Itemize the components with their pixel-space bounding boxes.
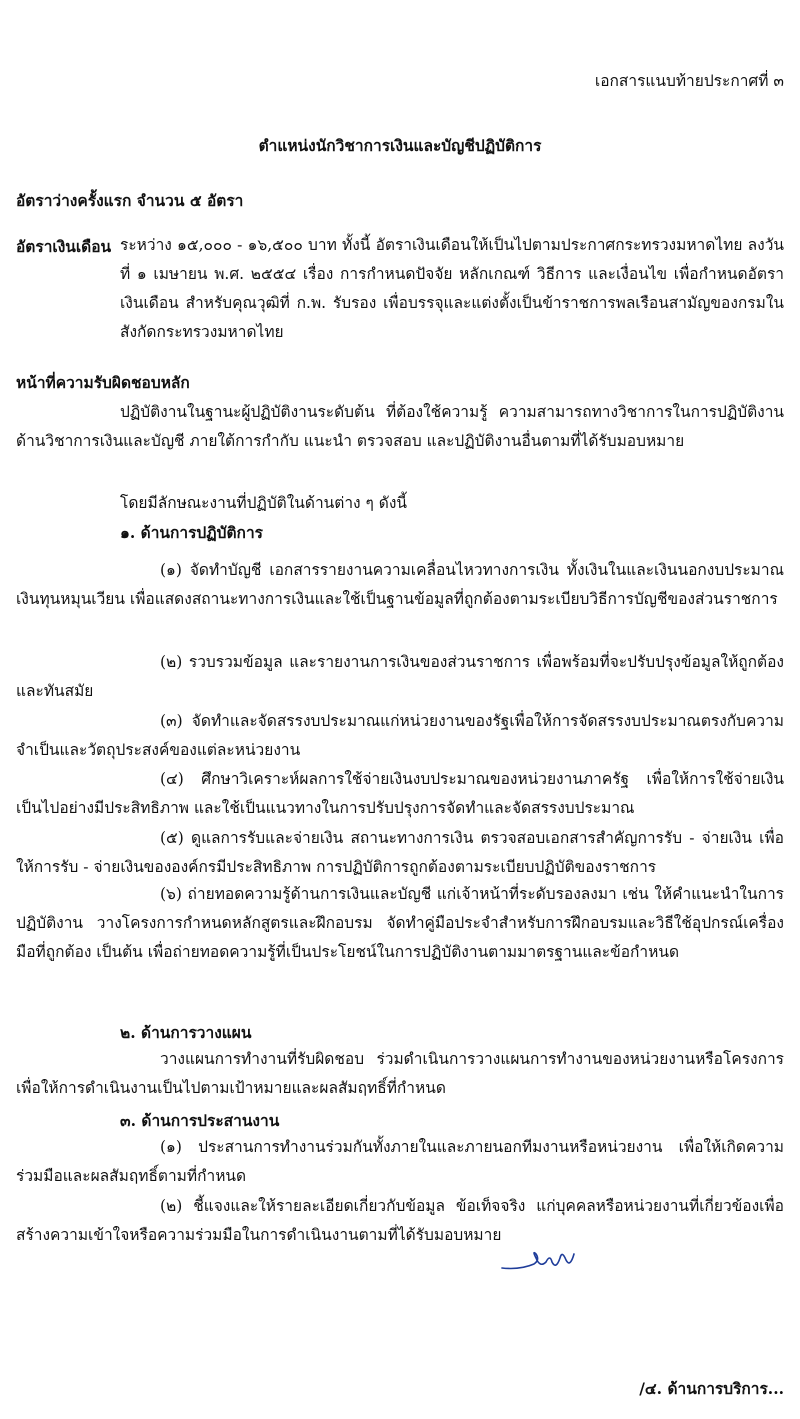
attachment-reference: เอกสารแนบท้ายประกาศที่ ๓ (594, 72, 784, 90)
operations-item-4: (๔) ศึกษาวิเคราะห์ผลการใช้จ่ายเงินงบประมาณของหน่วยงานภาครัฐ เพื่อให้การใช้จ่ายเงินเป็นไปอย่างมีประสิทธิภาพ และใช้เป็นแนวทางในการปรับปรุงการจัดทำและจัดสรรงบประมาณ (16, 770, 784, 817)
vacancy-count: อัตราว่างครั้งแรก จำนวน ๕ อัตรา (16, 191, 244, 210)
salary-label: อัตราเงินเดือน (16, 237, 112, 256)
signature-mark (500, 1240, 580, 1276)
coordination-item-2: (๒) ชี้แจงและให้รายละเอียดเกี่ยวกับข้อมูล ข้อเท็จจริง แก่บุคคลหรือหน่วยงานที่เกี่ยวข้องเพื่อสร้างความเข้าใจหรือความร่วมมือในการดำเนินงานตามที่ได้รับมอบหมาย (16, 1197, 784, 1244)
planning-text: วางแผนการทำงานที่รับผิดชอบ ร่วมดำเนินการวางแผนการทำงานของหน่วยงานหรือโครงการ เพื่อให้การดำเนินงานเป็นไปตามเป้าหมายและผลสัมฤทธิ์ที่กำหนด (16, 1050, 784, 1097)
next-page-continuation: /๔. ด้านการบริการ... (639, 1379, 784, 1398)
duties-lead: โดยมีลักษณะงานที่ปฏิบัติในด้านต่าง ๆ ดังนี้ (120, 494, 408, 512)
operations-item-1: (๑) จัดทำบัญชี เอกสารรายงานความเคลื่อนไหวทางการเงิน ทั้งเงินในและเงินนอกงบประมาณ เงินทุนหมุนเวียน เพื่อแสดงสถานะทางการเงินและใช้เป็นฐานข้อมูลที่ถูกต้องตามระเบียบวิธีการบัญชีของส่วนราชการ (16, 561, 784, 608)
document-title: ตำแหน่งนักวิชาการเงินและบัญชีปฏิบัติการ (258, 136, 542, 155)
section-coordination-heading: ๓. ด้านการประสานงาน (120, 1111, 280, 1130)
operations-item-3: (๓) จัดทำและจัดสรรงบประมาณแก่หน่วยงานของรัฐเพื่อให้การจัดสรรงบประมาณตรงกับความจำเป็นและวัตถุประสงค์ของแต่ละหน่วยงาน (16, 712, 784, 759)
salary-text: ระหว่าง ๑๕,๐๐๐ - ๑๖,๕๐๐ บาท ทั้งนี้ อัตราเงินเดือนให้เป็นไปตามประกาศกระทรวงมหาดไทย ลงวันที่ ๑ เมษายน พ.ศ. ๒๕๕๔ เรื่อง การกำหนดปัจจัย หลักเกณฑ์ วิธีการ และเงื่อนไข เพื่อกำหนดอัตราเงินเดือน สำหรับคุณวุฒิที่ ก.พ. รับรอง เพื่อบรรจุและแต่งตั้งเป็นข้าราชการพลเรือนสามัญของกรมในสังกัดกระทรวงมหาดไทย (120, 236, 784, 341)
duties-intro: ปฏิบัติงานในฐานะผู้ปฏิบัติงานระดับต้น ที่ต้องใช้ความรู้ ความสามารถทางวิชาการในการปฏิบัติงานด้านวิชาการเงินและบัญชี ภายใต้การกำกับ แนะนำ ตรวจสอบ และปฏิบัติงานอื่นตามที่ได้รับมอบหมาย (16, 403, 784, 450)
section-operations-heading: ๑. ด้านการปฏิบัติการ (120, 523, 263, 542)
coordination-item-1: (๑) ประสานการทำงานร่วมกันทั้งภายในและภายนอกทีมงานหรือหน่วยงาน เพื่อให้เกิดความร่วมมือและผลสัมฤทธิ์ตามที่กำหนด (16, 1138, 784, 1185)
duties-heading: หน้าที่ความรับผิดชอบหลัก (16, 373, 190, 392)
operations-item-2: (๒) รวบรวมข้อมูล และรายงานการเงินของส่วนราชการ เพื่อพร้อมที่จะปรับปรุงข้อมูลให้ถูกต้องและทันสมัย (16, 653, 784, 700)
operations-item-5: (๕) ดูแลการรับและจ่ายเงิน สถานะทางการเงิน ตรวจสอบเอกสารสำคัญการรับ - จ่ายเงิน เพื่อให้การรับ - จ่ายเงินขององค์กรมีประสิทธิภาพ การปฏิบัติการถูกต้องตามระเบียบปฏิบัติของราชการ (16, 829, 784, 876)
operations-item-6: (๖) ถ่ายทอดความรู้ด้านการเงินและบัญชี แก่เจ้าหน้าที่ระดับรองลงมา เช่น ให้คำแนะนำในการปฏิบัติงาน วางโครงการกำหนดหลักสูตรและฝึกอบรม จัดทำคู่มือประจำสำหรับการฝึกอบรมและวิธีใช้อุปกรณ์เครื่องมือที่ถูกต้อง เป็นต้น เพื่อถ่ายทอดความรู้ที่เป็นประโยชน์ในการปฏิบัติงานตามมาตรฐานและข้อกำหนด (16, 885, 784, 961)
section-planning-heading: ๒. ด้านการวางแผน (120, 1023, 252, 1042)
signature (500, 1240, 580, 1276)
